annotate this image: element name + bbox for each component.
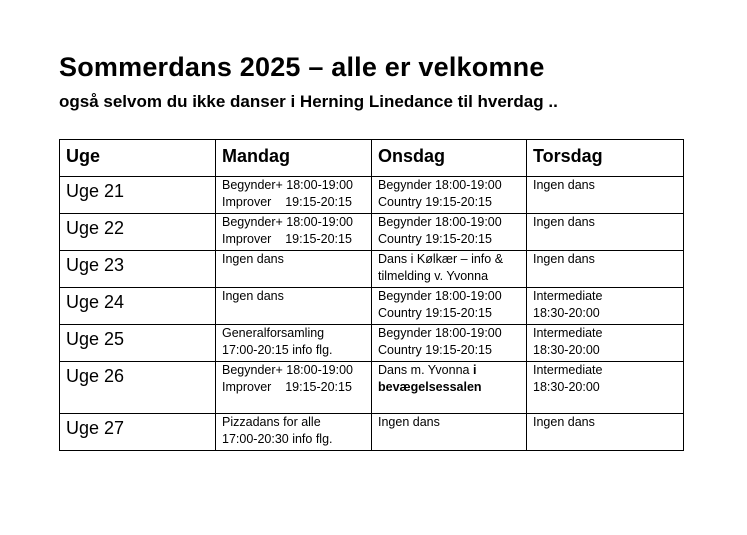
thursday-cell bbox=[527, 414, 684, 451]
cell-line: Improver 19:15-20:15 bbox=[222, 232, 352, 246]
thursday-cell bbox=[527, 177, 684, 214]
cell-line: Generalforsamling bbox=[222, 326, 325, 340]
monday-cell bbox=[216, 251, 372, 288]
cell-line: Ingen dans bbox=[533, 252, 595, 266]
header-monday: Mandag bbox=[216, 140, 372, 177]
week-cell: Uge 27 bbox=[60, 414, 216, 451]
cell-line: tilmelding v. Yvonna bbox=[378, 269, 489, 283]
cell-line: 17:00-20:30 info flg. bbox=[222, 432, 333, 446]
thursday-cell bbox=[527, 214, 684, 251]
cell-line: Ingen dans bbox=[533, 215, 595, 229]
week-cell: Uge 22 bbox=[60, 214, 216, 251]
wednesday-cell bbox=[372, 177, 527, 214]
cell-line: Intermediate bbox=[533, 289, 603, 303]
cell-line: Improver 19:15-20:15 bbox=[222, 380, 352, 394]
cell-line: Country 19:15-20:15 bbox=[378, 306, 492, 320]
monday-cell bbox=[216, 177, 372, 214]
cell-text-bold: i bbox=[472, 363, 477, 377]
cell-line: Country 19:15-20:15 bbox=[378, 343, 492, 357]
week-cell: Uge 26 bbox=[60, 362, 216, 414]
cell-line-bold: bevægelsessalen bbox=[378, 380, 482, 394]
cell-line: Begynder 18:00-19:00 bbox=[378, 289, 502, 303]
thursday-cell bbox=[527, 288, 684, 325]
cell-line: Begynder+ 18:00-19:00 bbox=[222, 363, 354, 377]
header-week: Uge bbox=[60, 140, 216, 177]
cell-line: 18:30-20:00 bbox=[533, 380, 600, 394]
cell-line: Begynder+ 18:00-19:00 bbox=[222, 178, 354, 192]
table-row bbox=[60, 251, 684, 288]
monday-cell bbox=[216, 214, 372, 251]
week-cell: Uge 24 bbox=[60, 288, 216, 325]
cell-line: Ingen dans bbox=[533, 415, 595, 429]
cell-line: Intermediate bbox=[533, 363, 603, 377]
wednesday-cell bbox=[372, 288, 527, 325]
monday-cell bbox=[216, 288, 372, 325]
table-row bbox=[60, 362, 684, 414]
week-cell: Uge 21 bbox=[60, 177, 216, 214]
week-cell: Uge 23 bbox=[60, 251, 216, 288]
monday-cell bbox=[216, 325, 372, 362]
cell-line: Improver 19:15-20:15 bbox=[222, 195, 352, 209]
wednesday-cell bbox=[372, 362, 527, 414]
page-subtitle: også selvom du ikke danser i Herning Linedance til hverdag .. bbox=[59, 92, 558, 111]
cell-line: Pizzadans for alle bbox=[222, 415, 321, 429]
cell-line: 18:30-20:00 bbox=[533, 343, 600, 357]
cell-line: Begynder 18:00-19:00 bbox=[378, 215, 502, 229]
cell-line: Country 19:15-20:15 bbox=[378, 232, 492, 246]
monday-cell bbox=[216, 362, 372, 414]
cell-line: Dans i Kølkær – info & bbox=[378, 252, 504, 266]
cell-line: Ingen dans bbox=[222, 252, 284, 266]
table-row bbox=[60, 288, 684, 325]
table-row bbox=[60, 325, 684, 362]
wednesday-cell bbox=[372, 414, 527, 451]
table-header-row bbox=[60, 140, 684, 177]
thursday-cell bbox=[527, 362, 684, 414]
cell-line: Begynder+ 18:00-19:00 bbox=[222, 215, 354, 229]
schedule-table bbox=[59, 139, 684, 451]
cell-text: Dans m. Yvonna bbox=[378, 363, 473, 377]
cell-line: Begynder 18:00-19:00 bbox=[378, 326, 502, 340]
week-cell: Uge 25 bbox=[60, 325, 216, 362]
cell-line: 17:00-20:15 info flg. bbox=[222, 343, 333, 357]
cell-line: Intermediate bbox=[533, 326, 603, 340]
monday-cell bbox=[216, 414, 372, 451]
wednesday-cell bbox=[372, 214, 527, 251]
cell-line: Ingen dans bbox=[378, 415, 440, 429]
header-wednesday: Onsdag bbox=[372, 140, 527, 177]
page-title: Sommerdans 2025 – alle er velkomne bbox=[59, 52, 545, 82]
table-row bbox=[60, 214, 684, 251]
cell-line: 18:30-20:00 bbox=[533, 306, 600, 320]
table-row bbox=[60, 177, 684, 214]
cell-line: Begynder 18:00-19:00 bbox=[378, 178, 502, 192]
cell-line: Ingen dans bbox=[222, 289, 284, 303]
table-row bbox=[60, 414, 684, 451]
cell-line bbox=[378, 362, 522, 379]
thursday-cell bbox=[527, 251, 684, 288]
wednesday-cell bbox=[372, 251, 527, 288]
header-thursday: Torsdag bbox=[527, 140, 684, 177]
wednesday-cell bbox=[372, 325, 527, 362]
cell-line: Ingen dans bbox=[533, 178, 595, 192]
thursday-cell bbox=[527, 325, 684, 362]
cell-line: Country 19:15-20:15 bbox=[378, 195, 492, 209]
